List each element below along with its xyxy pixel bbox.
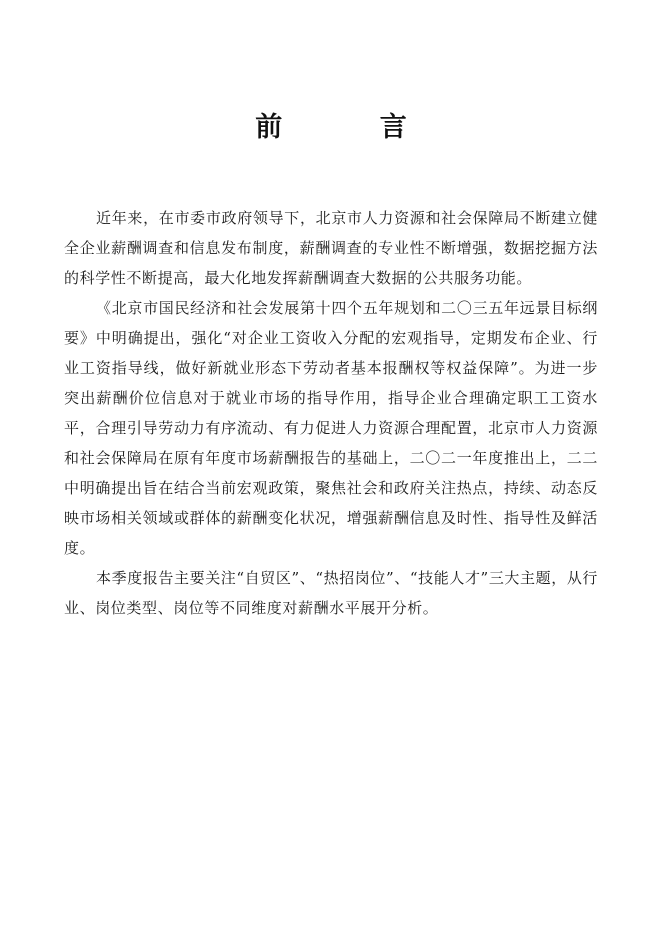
paragraph-1: 近年来，在市委市政府领导下，北京市人力资源和社会保障局不断建立健全企业薪酬调查和信息发布制度，薪酬调查的专业性不断增强，数据挖掘方法的科学性不断提高，最大化地发挥薪酬调查大数据的公共服务功能。	[64, 209, 598, 287]
page-title: 前 言	[255, 112, 451, 143]
paragraph-2: 《北京市国民经济和社会发展第十四个五年规划和二〇三五年远景目标纲要》中明确提出，强化“对企业工资收入分配的宏观指导，定期发布企业、行业工资指导线，做好新就业形态下劳动者基本报酬权等权益保障”。为进一步突出薪酬价位信息对于就业市场的指导作用，指导企业合理确定职工工资水平，合理引导劳动力有序流动、有力促进人力资源合理配置，北京市人力资源和社会保障局在原有年度市场薪酬报告的基础上，二〇二一年度推出上，二二中明确提出旨在结合当前宏观政策，聚焦社会和政府关注热点，持续、动态反映市场相关领域或群体的薪酬变化状况，增强薪酬信息及时性、指导性及鲜活度。	[64, 299, 598, 557]
body-text	[64, 203, 598, 623]
paragraph-3: 本季度报告主要关注“自贸区”、“热招岗位”、“技能人才”三大主题，从行业、岗位类型、岗位等不同维度对薪酬水平展开分析。	[64, 569, 599, 617]
